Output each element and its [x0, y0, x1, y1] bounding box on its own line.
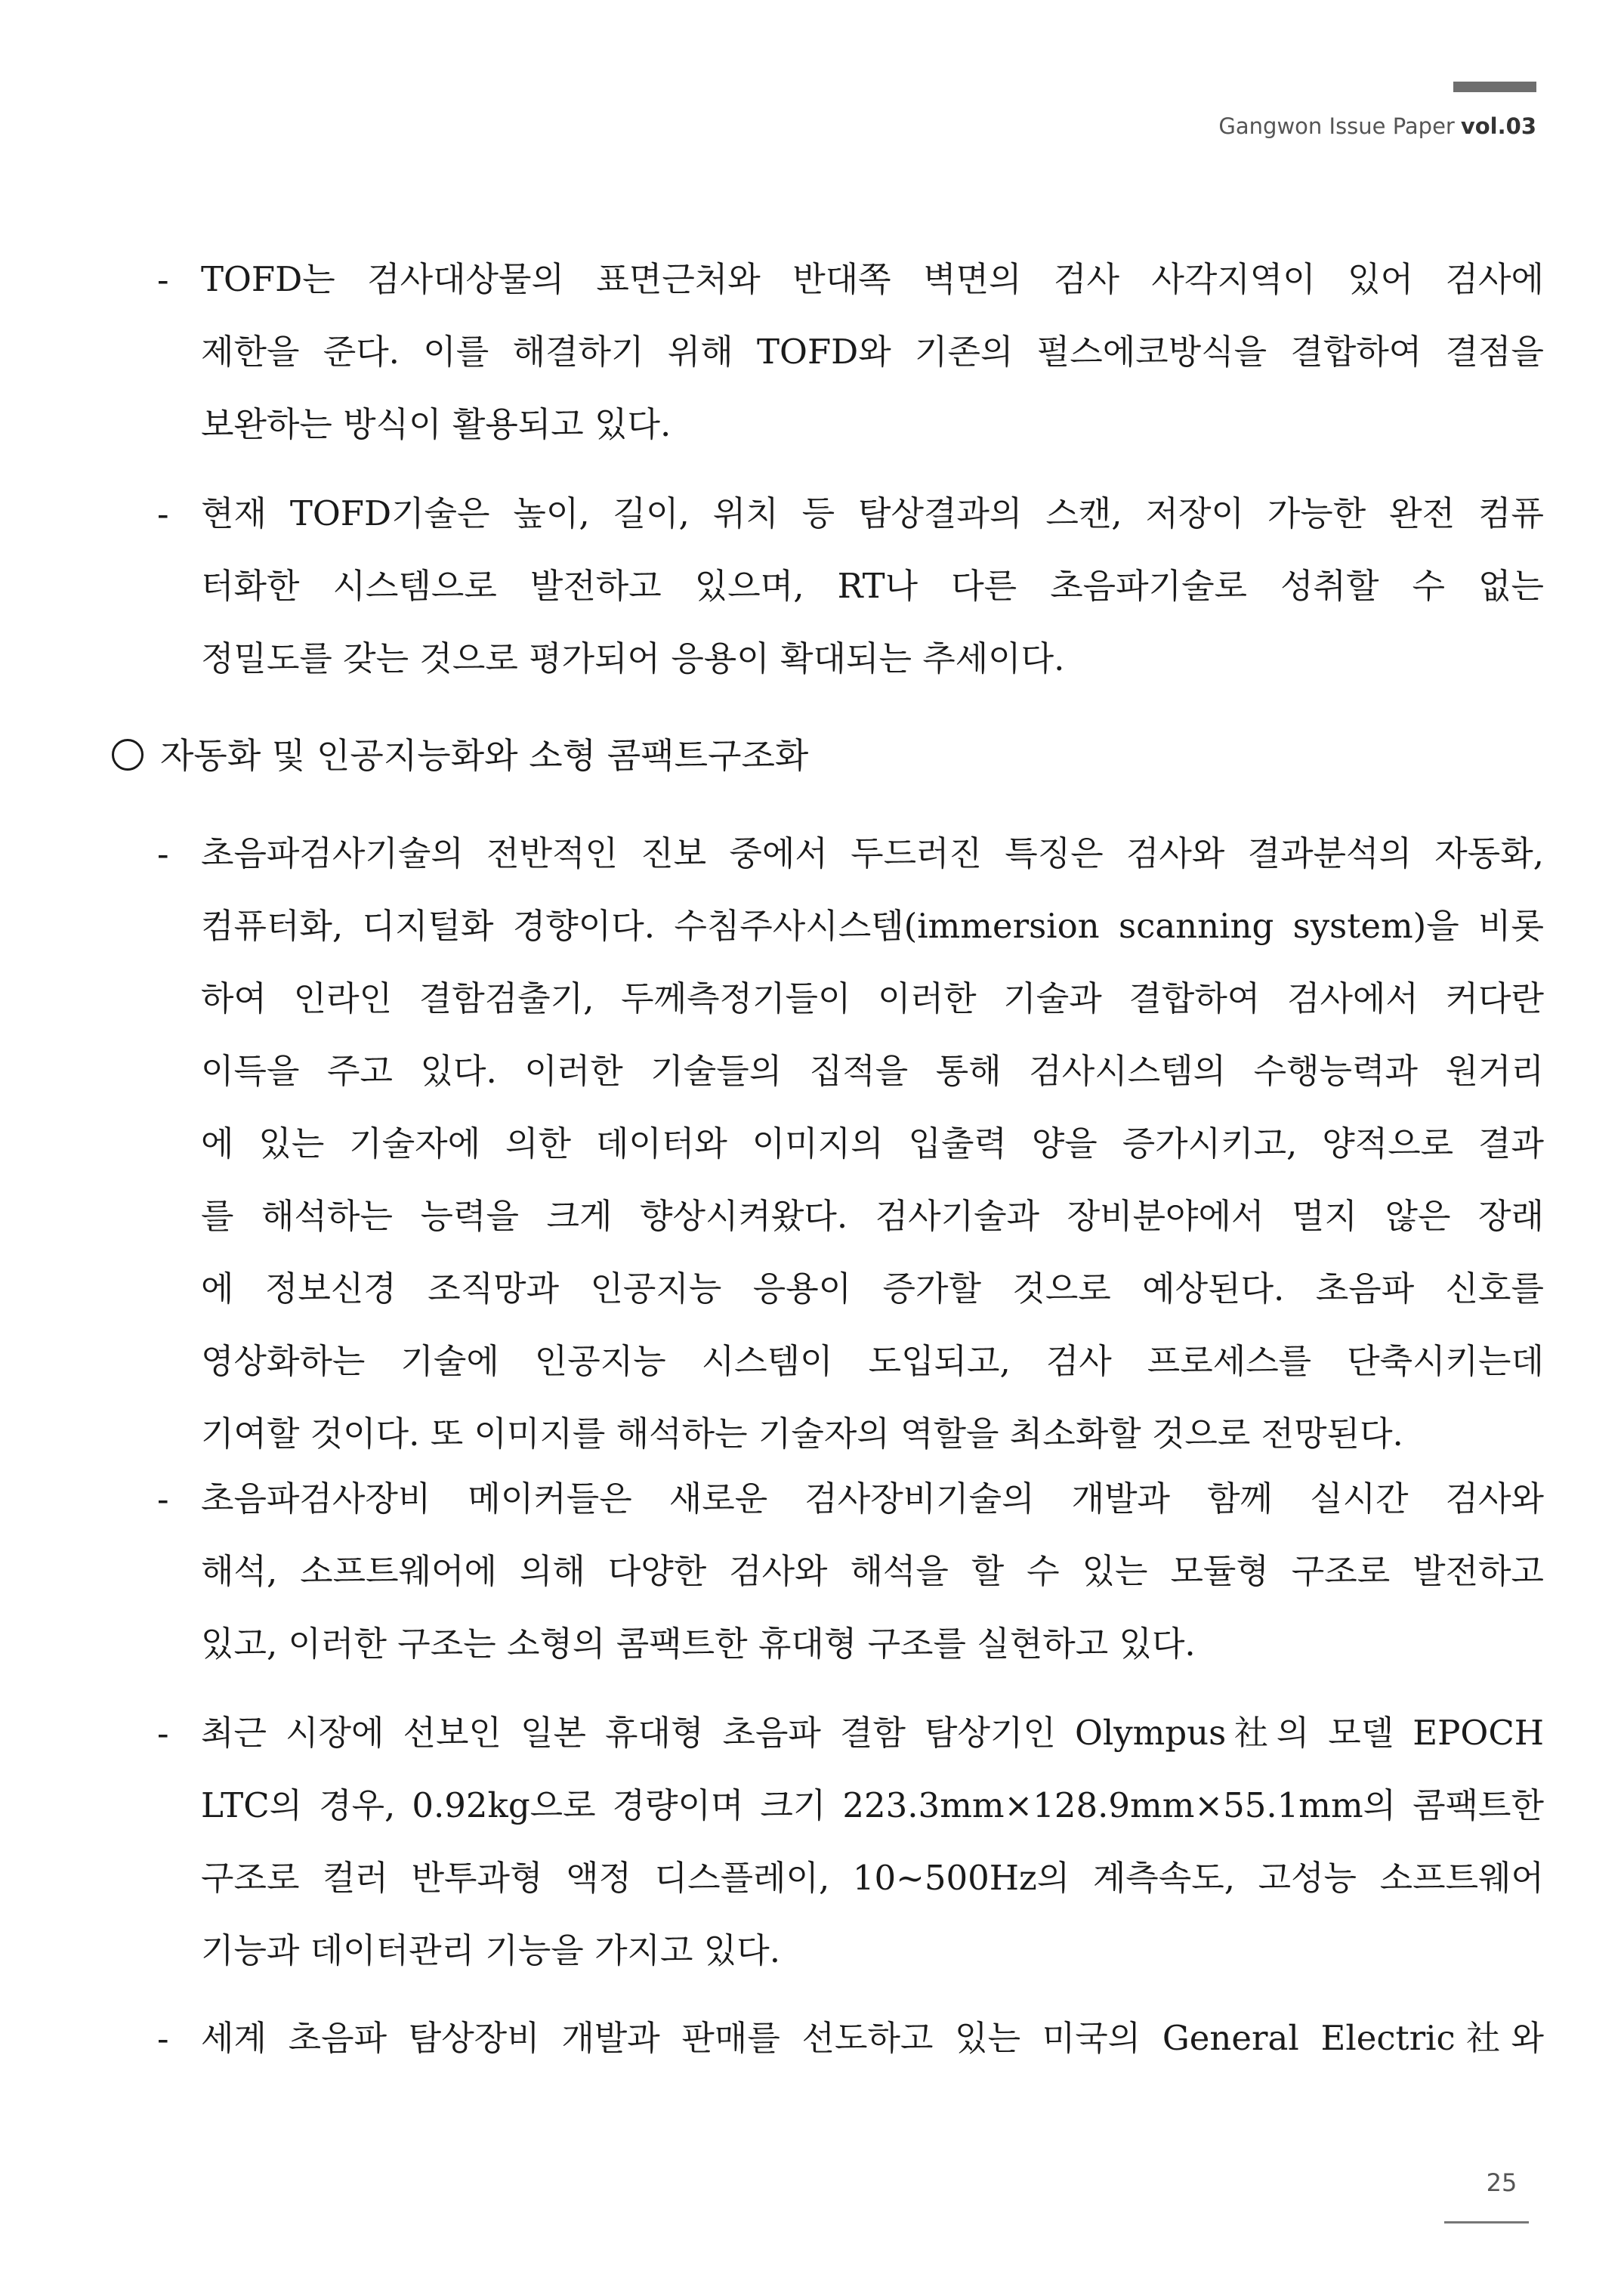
text-line: 하여 인라인 결함검출기, 두께측정기들이 이러한 기술과 결합하여 검사에서 커다란: [201, 978, 1544, 1018]
text-line: 해석, 소프트웨어에 의해 다양한 검사와 해석을 할 수 있는 모듈형 구조로 발전하고: [201, 1551, 1544, 1591]
publication-title: Gangwon Issue Paper: [1218, 113, 1455, 139]
running-header: [1218, 113, 1536, 139]
text-line: 터화한 시스템으로 발전하고 있으며, RT나 다른 초음파기술로 성취할 수 없는: [201, 566, 1544, 606]
text-line: 컴퓨터화, 디지털화 경향이다. 수침주사시스템(immersion scanning system)을 비롯: [201, 906, 1544, 946]
text-line: 이득을 주고 있다. 이러한 기술들의 집적을 통해 검사시스템의 수행능력과 원거리: [201, 1051, 1544, 1091]
text-line: 구조로 컬러 반투과형 액정 디스플레이, 10~500Hz의 계측속도, 고성능 소프트웨어: [201, 1858, 1544, 1898]
text-line: 현재 TOFD기술은 높이, 길이, 위치 등 탐상결과의 스캔, 저장이 가능한 완전 컴퓨: [201, 493, 1544, 533]
bullet-dash: -: [157, 259, 169, 300]
text-line: 최근 시장에 선보인 일본 휴대형 초음파 결함 탐상기인 Olympus社의 모델 EPOCH: [201, 1713, 1544, 1753]
text-line: 초음파검사기술의 전반적인 진보 중에서 두드러진 특징은 검사와 결과분석의 자동화,: [201, 833, 1544, 873]
text-line: TOFD는 검사대상물의 표면근처와 반대쪽 벽면의 검사 사각지역이 있어 검사에: [201, 259, 1544, 299]
bullet-dash: -: [157, 493, 169, 534]
text-line: 기여할 것이다. 또 이미지를 해석하는 기술자의 역할을 최소화할 것으로 전망된다.: [201, 1414, 1403, 1454]
circle-bullet-icon: [112, 739, 144, 771]
bullet-dash: -: [157, 833, 169, 874]
text-line: 정밀도를 갖는 것으로 평가되어 응용이 확대되는 추세이다.: [201, 638, 1065, 678]
header-accent-bar: [1453, 82, 1536, 92]
text-line: 있고, 이러한 구조는 소형의 콤팩트한 휴대형 구조를 실현하고 있다.: [201, 1624, 1196, 1664]
text-line: 보완하는 방식이 활용되고 있다.: [201, 404, 672, 444]
text-line: LTC의 경우, 0.92kg으로 경량이며 크기 223.3mm×128.9mm×55.1mm의 콤팩트한: [201, 1785, 1544, 1825]
volume-label: vol.03: [1460, 113, 1536, 139]
text-line: 영상화하는 기술에 인공지능 시스템이 도입되고, 검사 프로세스를 단축시키는데: [201, 1341, 1544, 1381]
bullet-dash: -: [157, 2018, 169, 2059]
section-heading-text: 자동화 및 인공지능화와 소형 콤팩트구조화: [160, 735, 809, 776]
text-line: 에 정보신경 조직망과 인공지능 응용이 증가할 것으로 예상된다. 초음파 신호를: [201, 1269, 1544, 1309]
bullet-dash: -: [157, 1479, 169, 1519]
text-line: 를 해석하는 능력을 크게 향상시켜왔다. 검사기술과 장비분야에서 멀지 않은 장래: [201, 1196, 1544, 1236]
page-number: 25: [1486, 2168, 1517, 2197]
text-line: 에 있는 기술자에 의한 데이터와 이미지의 입출력 양을 증가시키고, 양적으로 결과: [201, 1123, 1544, 1163]
footer-rule: [1444, 2221, 1529, 2223]
text-line: 기능과 데이터관리 기능을 가지고 있다.: [201, 1930, 781, 1970]
text-line: 제한을 준다. 이를 해결하기 위해 TOFD와 기존의 펄스에코방식을 결합하여 결점을: [201, 332, 1544, 372]
section-heading: [112, 719, 808, 792]
text-line: 초음파검사장비 메이커들은 새로운 검사장비기술의 개발과 함께 실시간 검사와: [201, 1479, 1544, 1519]
text-line: 세계 초음파 탐상장비 개발과 판매를 선도하고 있는 미국의 General Electric社와: [201, 2018, 1544, 2058]
bullet-dash: -: [157, 1713, 169, 1754]
